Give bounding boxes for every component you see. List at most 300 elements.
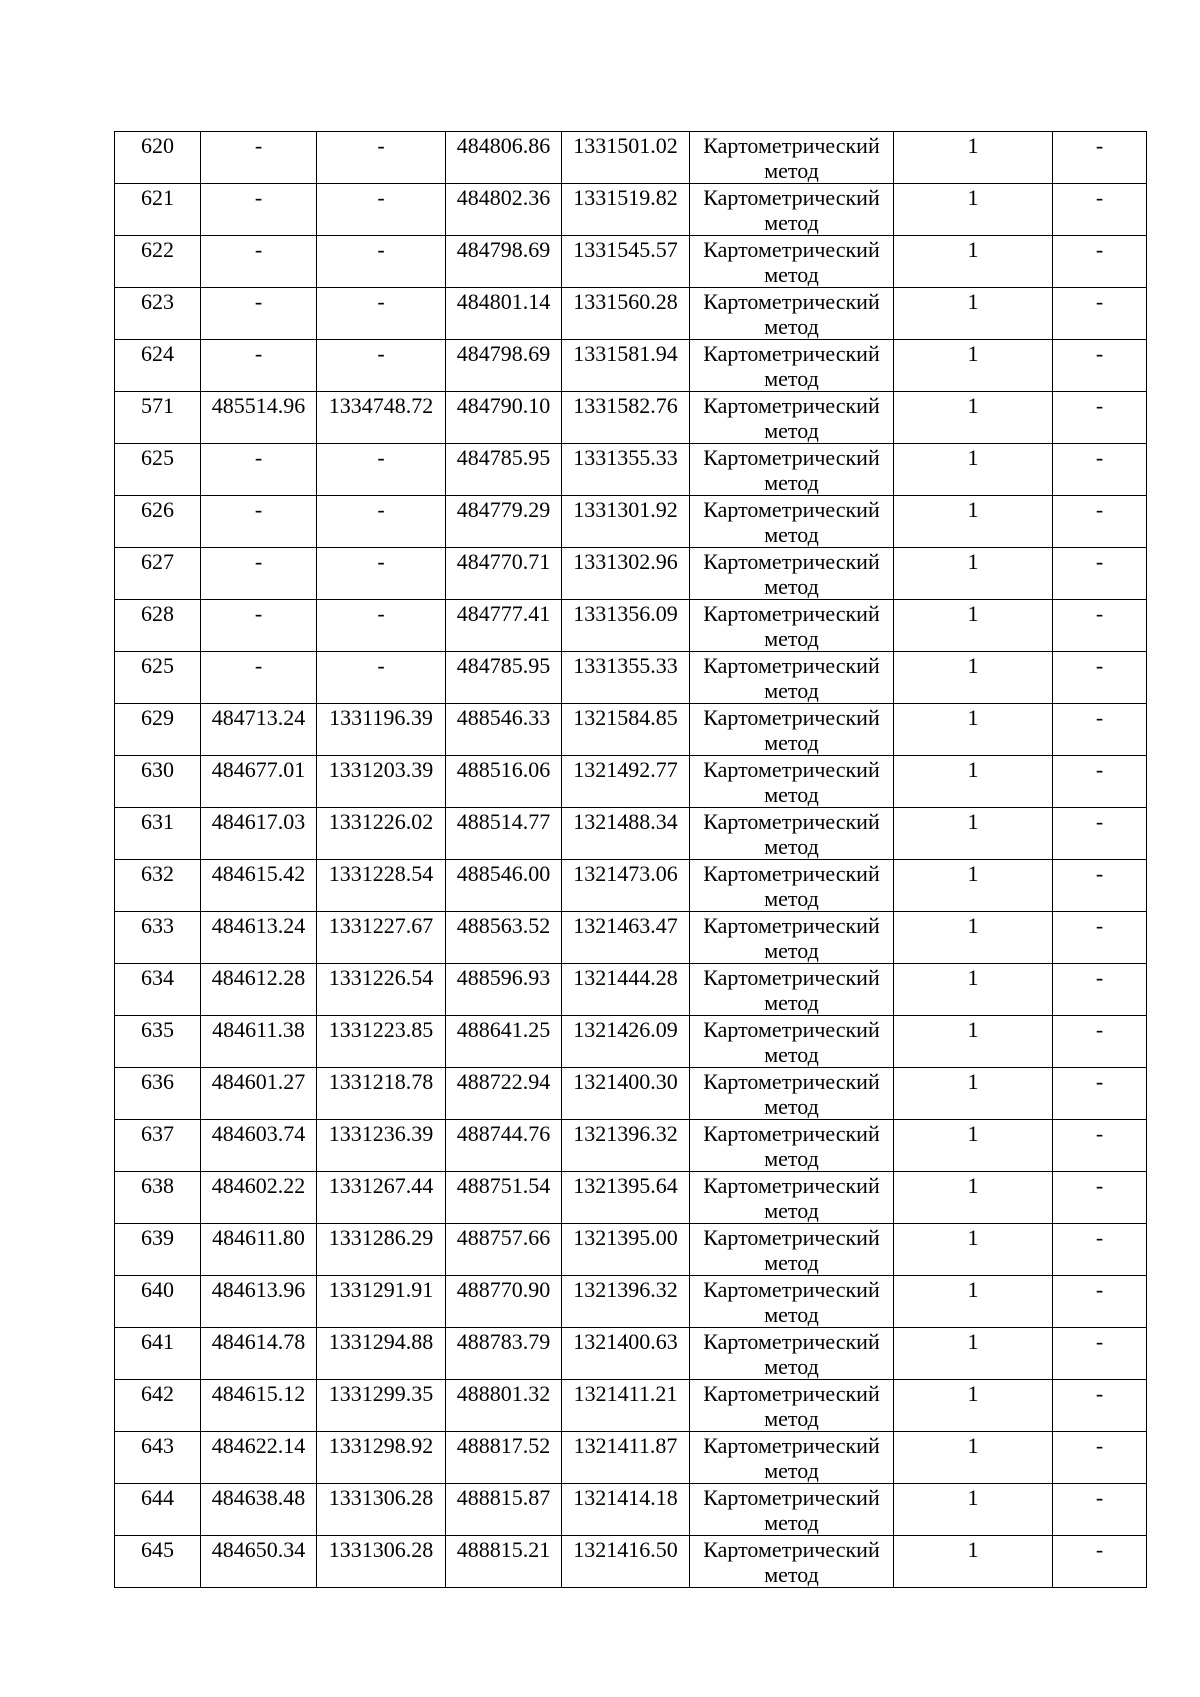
table-row bbox=[115, 912, 1147, 964]
old-y-cell bbox=[317, 1016, 446, 1068]
cell-text: - bbox=[254, 497, 263, 522]
old-x-cell bbox=[201, 236, 317, 288]
table-row bbox=[115, 600, 1147, 652]
table-row bbox=[115, 496, 1147, 548]
cell-text: Картометрический метод bbox=[703, 549, 880, 599]
cell-text: 1321463.47 bbox=[573, 913, 678, 938]
old-y-cell bbox=[317, 808, 446, 860]
new-x-cell bbox=[446, 808, 562, 860]
cell-text: 484603.74 bbox=[211, 1121, 306, 1146]
description-cell bbox=[1053, 184, 1147, 236]
old-y-cell bbox=[317, 1484, 446, 1536]
cell-text: 625 bbox=[141, 445, 174, 470]
cell-text: 626 bbox=[141, 497, 174, 522]
cell-text: 1321416.50 bbox=[573, 1537, 678, 1562]
cell-text: 633 bbox=[141, 913, 174, 938]
cell-text: 643 bbox=[141, 1433, 174, 1458]
table-row bbox=[115, 184, 1147, 236]
cell-text: 1331218.78 bbox=[328, 1069, 434, 1094]
accuracy-cell bbox=[894, 704, 1053, 756]
cell-text: - bbox=[254, 237, 263, 262]
old-x-cell bbox=[201, 756, 317, 808]
new-x-cell bbox=[446, 1328, 562, 1380]
cell-text: 1331203.39 bbox=[328, 757, 434, 782]
method-cell bbox=[690, 392, 894, 444]
new-x-cell bbox=[446, 964, 562, 1016]
new-x-cell bbox=[446, 1276, 562, 1328]
cell-text: 1321492.77 bbox=[573, 757, 678, 782]
cell-text: Картометрический метод bbox=[703, 1433, 880, 1483]
cell-text: 1 bbox=[967, 1173, 979, 1198]
table-row bbox=[115, 444, 1147, 496]
point-number-cell bbox=[115, 808, 201, 860]
cell-text: 484611.80 bbox=[212, 1225, 305, 1250]
point-number-cell bbox=[115, 1276, 201, 1328]
old-x-cell bbox=[201, 1432, 317, 1484]
cell-text: 1321488.34 bbox=[573, 809, 678, 834]
cell-text: 637 bbox=[141, 1121, 174, 1146]
cell-text: 620 bbox=[141, 133, 174, 158]
description-cell bbox=[1053, 912, 1147, 964]
description-cell bbox=[1053, 392, 1147, 444]
cell-text: 488722.94 bbox=[456, 1069, 551, 1094]
cell-text: 484613.24 bbox=[211, 913, 306, 938]
description-cell bbox=[1053, 288, 1147, 340]
cell-text: 645 bbox=[141, 1537, 174, 1562]
cell-text: 1 bbox=[967, 237, 979, 262]
cell-text: 1321396.32 bbox=[573, 1277, 678, 1302]
cell-text: - bbox=[377, 497, 385, 522]
cell-text: 641 bbox=[141, 1329, 174, 1354]
new-x-cell bbox=[446, 1432, 562, 1484]
cell-text: Картометрический метод bbox=[703, 341, 880, 391]
old-y-cell bbox=[317, 184, 446, 236]
point-number-cell bbox=[115, 1172, 201, 1224]
table-row bbox=[115, 1068, 1147, 1120]
table-row bbox=[115, 808, 1147, 860]
cell-text: 630 bbox=[141, 757, 174, 782]
description-cell bbox=[1053, 704, 1147, 756]
accuracy-cell bbox=[894, 1016, 1053, 1068]
old-x-cell bbox=[201, 184, 317, 236]
cell-text: 1321396.32 bbox=[573, 1121, 678, 1146]
new-y-cell bbox=[562, 184, 690, 236]
cell-text: 488783.79 bbox=[456, 1329, 551, 1354]
cell-text: 631 bbox=[141, 809, 174, 834]
cell-text: 1 bbox=[967, 1225, 979, 1250]
cell-text: 625 bbox=[141, 653, 174, 678]
cell-text: Картометрический метод bbox=[703, 1121, 880, 1171]
cell-text: 1331302.96 bbox=[573, 549, 678, 574]
old-x-cell bbox=[201, 288, 317, 340]
cell-text: 1331356.09 bbox=[573, 601, 678, 626]
old-x-cell bbox=[201, 392, 317, 444]
old-y-cell bbox=[317, 1432, 446, 1484]
accuracy-cell bbox=[894, 184, 1053, 236]
method-cell bbox=[690, 704, 894, 756]
cell-text: 1 bbox=[967, 1537, 979, 1562]
old-x-cell bbox=[201, 1068, 317, 1120]
description-cell bbox=[1053, 1172, 1147, 1224]
accuracy-cell bbox=[894, 288, 1053, 340]
cell-text: 636 bbox=[141, 1069, 174, 1094]
old-x-cell bbox=[201, 1224, 317, 1276]
table-row bbox=[115, 1328, 1147, 1380]
new-y-cell bbox=[562, 860, 690, 912]
old-y-cell bbox=[317, 132, 446, 184]
cell-text: - bbox=[1095, 1433, 1104, 1458]
new-y-cell bbox=[562, 1120, 690, 1172]
cell-text: - bbox=[1095, 653, 1104, 678]
cell-text: 484614.78 bbox=[211, 1329, 306, 1354]
cell-text: 488751.54 bbox=[456, 1173, 551, 1198]
cell-text: 1331355.33 bbox=[573, 445, 678, 470]
cell-text: 1 bbox=[967, 1381, 979, 1406]
table-row bbox=[115, 1536, 1147, 1588]
cell-text: 1 bbox=[967, 965, 979, 990]
cell-text: 485514.96 bbox=[211, 393, 306, 418]
point-number-cell bbox=[115, 1484, 201, 1536]
method-cell bbox=[690, 652, 894, 704]
cell-text: 1331236.39 bbox=[328, 1121, 434, 1146]
cell-text: 1321400.30 bbox=[573, 1069, 678, 1094]
accuracy-cell bbox=[894, 1380, 1053, 1432]
cell-text: 628 bbox=[141, 601, 174, 626]
table-row bbox=[115, 860, 1147, 912]
description-cell bbox=[1053, 1120, 1147, 1172]
cell-text: 1331298.92 bbox=[328, 1433, 434, 1458]
new-x-cell bbox=[446, 652, 562, 704]
cell-text: 484713.24 bbox=[211, 705, 306, 730]
cell-text: - bbox=[1095, 1381, 1104, 1406]
point-number-cell bbox=[115, 184, 201, 236]
cell-text: Картометрический метод bbox=[703, 1069, 880, 1119]
accuracy-cell bbox=[894, 652, 1053, 704]
method-cell bbox=[690, 444, 894, 496]
cell-text: Картометрический метод bbox=[703, 861, 880, 911]
method-cell bbox=[690, 496, 894, 548]
old-y-cell bbox=[317, 548, 446, 600]
cell-text: - bbox=[1095, 705, 1104, 730]
point-number-cell bbox=[115, 1224, 201, 1276]
cell-text: 1 bbox=[967, 1433, 979, 1458]
method-cell bbox=[690, 236, 894, 288]
cell-text: Картометрический метод bbox=[703, 1225, 880, 1275]
new-y-cell bbox=[562, 600, 690, 652]
cell-text: - bbox=[1095, 809, 1104, 834]
cell-text: - bbox=[1095, 1225, 1104, 1250]
old-x-cell bbox=[201, 1016, 317, 1068]
description-cell bbox=[1053, 1328, 1147, 1380]
old-y-cell bbox=[317, 1172, 446, 1224]
point-number-cell bbox=[115, 132, 201, 184]
accuracy-cell bbox=[894, 1328, 1053, 1380]
old-x-cell bbox=[201, 652, 317, 704]
table-row bbox=[115, 1172, 1147, 1224]
cell-text: - bbox=[1095, 393, 1104, 418]
cell-text: Картометрический метод bbox=[703, 393, 880, 443]
cell-text: - bbox=[1095, 133, 1104, 158]
method-cell bbox=[690, 1276, 894, 1328]
method-cell bbox=[690, 808, 894, 860]
cell-text: - bbox=[254, 445, 263, 470]
cell-text: 1321414.18 bbox=[573, 1485, 678, 1510]
old-y-cell bbox=[317, 1120, 446, 1172]
old-y-cell bbox=[317, 1328, 446, 1380]
cell-text: 1331196.39 bbox=[329, 705, 433, 730]
cell-text: 629 bbox=[141, 705, 174, 730]
new-y-cell bbox=[562, 1484, 690, 1536]
cell-text: 484615.42 bbox=[211, 861, 306, 886]
cell-text: 1 bbox=[967, 549, 979, 574]
accuracy-cell bbox=[894, 548, 1053, 600]
old-y-cell bbox=[317, 1536, 446, 1588]
cell-text: 1321411.87 bbox=[573, 1433, 678, 1458]
table-row bbox=[115, 548, 1147, 600]
cell-text: 484602.22 bbox=[211, 1173, 306, 1198]
new-x-cell bbox=[446, 756, 562, 808]
method-cell bbox=[690, 288, 894, 340]
cell-text: 1331519.82 bbox=[573, 185, 678, 210]
old-x-cell bbox=[201, 912, 317, 964]
new-y-cell bbox=[562, 1068, 690, 1120]
cell-text: Картометрический метод bbox=[703, 1329, 880, 1379]
cell-text: 488815.21 bbox=[456, 1537, 551, 1562]
old-x-cell bbox=[201, 1276, 317, 1328]
point-number-cell bbox=[115, 288, 201, 340]
method-cell bbox=[690, 1484, 894, 1536]
accuracy-cell bbox=[894, 496, 1053, 548]
table-row bbox=[115, 1276, 1147, 1328]
accuracy-cell bbox=[894, 1120, 1053, 1172]
table-row bbox=[115, 340, 1147, 392]
cell-text: Картометрический метод bbox=[703, 185, 880, 235]
cell-text: 1331291.91 bbox=[328, 1277, 434, 1302]
cell-text: 484612.28 bbox=[211, 965, 306, 990]
point-number-cell bbox=[115, 1328, 201, 1380]
cell-text: 484677.01 bbox=[211, 757, 306, 782]
accuracy-cell bbox=[894, 1224, 1053, 1276]
new-y-cell bbox=[562, 808, 690, 860]
description-cell bbox=[1053, 964, 1147, 1016]
cell-text: - bbox=[1095, 1173, 1104, 1198]
cell-text: 1 bbox=[967, 1485, 979, 1510]
cell-text: - bbox=[377, 185, 385, 210]
old-y-cell bbox=[317, 444, 446, 496]
cell-text: - bbox=[254, 549, 263, 574]
method-cell bbox=[690, 600, 894, 652]
cell-text: 488815.87 bbox=[456, 1485, 551, 1510]
description-cell bbox=[1053, 236, 1147, 288]
cell-text: 488546.00 bbox=[456, 861, 551, 886]
cell-text: - bbox=[254, 133, 263, 158]
method-cell bbox=[690, 860, 894, 912]
cell-text: Картометрический метод bbox=[703, 1277, 880, 1327]
new-y-cell bbox=[562, 912, 690, 964]
cell-text: Картометрический метод bbox=[703, 133, 880, 183]
cell-text: 1331501.02 bbox=[573, 133, 678, 158]
cell-text: 1331227.67 bbox=[328, 913, 434, 938]
old-x-cell bbox=[201, 1328, 317, 1380]
cell-text: - bbox=[1095, 1485, 1104, 1510]
old-y-cell bbox=[317, 1276, 446, 1328]
cell-text: 484777.41 bbox=[456, 601, 551, 626]
new-y-cell bbox=[562, 340, 690, 392]
table-row bbox=[115, 1016, 1147, 1068]
cell-text: 484798.69 bbox=[456, 341, 551, 366]
point-number-cell bbox=[115, 1432, 201, 1484]
cell-text: - bbox=[1095, 1277, 1104, 1302]
new-x-cell bbox=[446, 1172, 562, 1224]
cell-text: 1 bbox=[967, 653, 979, 678]
cell-text: - bbox=[1095, 497, 1104, 522]
method-cell bbox=[690, 1172, 894, 1224]
old-y-cell bbox=[317, 600, 446, 652]
cell-text: - bbox=[377, 445, 385, 470]
cell-text: Картометрический метод bbox=[703, 237, 880, 287]
accuracy-cell bbox=[894, 1484, 1053, 1536]
cell-text: 1331226.02 bbox=[328, 809, 434, 834]
cell-text: 1331286.29 bbox=[328, 1225, 434, 1250]
description-cell bbox=[1053, 1016, 1147, 1068]
method-cell bbox=[690, 1224, 894, 1276]
cell-text: 1 bbox=[967, 809, 979, 834]
new-x-cell bbox=[446, 132, 562, 184]
old-x-cell bbox=[201, 1484, 317, 1536]
new-y-cell bbox=[562, 236, 690, 288]
cell-text: - bbox=[1095, 1329, 1104, 1354]
point-number-cell bbox=[115, 1380, 201, 1432]
new-x-cell bbox=[446, 1016, 562, 1068]
cell-text: 488514.77 bbox=[456, 809, 551, 834]
accuracy-cell bbox=[894, 912, 1053, 964]
cell-text: 1 bbox=[967, 1277, 979, 1302]
cell-text: 484611.38 bbox=[212, 1017, 305, 1042]
table-row bbox=[115, 392, 1147, 444]
old-y-cell bbox=[317, 912, 446, 964]
point-number-cell bbox=[115, 392, 201, 444]
description-cell bbox=[1053, 756, 1147, 808]
cell-text: 1321411.21 bbox=[573, 1381, 678, 1406]
table-row bbox=[115, 1120, 1147, 1172]
cell-text: 1331560.28 bbox=[573, 289, 678, 314]
new-x-cell bbox=[446, 444, 562, 496]
cell-text: 484622.14 bbox=[211, 1433, 306, 1458]
new-x-cell bbox=[446, 1484, 562, 1536]
cell-text: 1334748.72 bbox=[328, 393, 434, 418]
cell-text: - bbox=[377, 133, 385, 158]
cell-text: Картометрический метод bbox=[703, 653, 880, 703]
cell-text: - bbox=[1095, 1121, 1104, 1146]
method-cell bbox=[690, 1380, 894, 1432]
table-row bbox=[115, 236, 1147, 288]
cell-text: - bbox=[1095, 445, 1104, 470]
cell-text: 484613.96 bbox=[211, 1277, 306, 1302]
cell-text: - bbox=[377, 549, 385, 574]
old-x-cell bbox=[201, 808, 317, 860]
description-cell bbox=[1053, 1276, 1147, 1328]
description-cell bbox=[1053, 1224, 1147, 1276]
cell-text: 484617.03 bbox=[211, 809, 306, 834]
cell-text: 1321426.09 bbox=[573, 1017, 678, 1042]
point-number-cell bbox=[115, 860, 201, 912]
description-cell bbox=[1053, 1536, 1147, 1588]
method-cell bbox=[690, 548, 894, 600]
method-cell bbox=[690, 756, 894, 808]
cell-text: 1331581.94 bbox=[573, 341, 678, 366]
cell-text: 488817.52 bbox=[456, 1433, 551, 1458]
new-x-cell bbox=[446, 1380, 562, 1432]
cell-text: - bbox=[1095, 549, 1104, 574]
cell-text: 488596.93 bbox=[456, 965, 551, 990]
cell-text: 1321444.28 bbox=[573, 965, 678, 990]
cell-text: 1 bbox=[967, 341, 979, 366]
accuracy-cell bbox=[894, 236, 1053, 288]
accuracy-cell bbox=[894, 1536, 1053, 1588]
cell-text: 1331306.28 bbox=[328, 1537, 434, 1562]
description-cell bbox=[1053, 340, 1147, 392]
cell-text: 1321400.63 bbox=[573, 1329, 678, 1354]
cell-text: - bbox=[377, 237, 385, 262]
cell-text: 1331299.35 bbox=[328, 1381, 434, 1406]
cell-text: - bbox=[254, 341, 263, 366]
table-row bbox=[115, 132, 1147, 184]
description-cell bbox=[1053, 652, 1147, 704]
cell-text: 1331301.92 bbox=[573, 497, 678, 522]
cell-text: - bbox=[254, 289, 263, 314]
cell-text: 1 bbox=[967, 289, 979, 314]
cell-text: 488757.66 bbox=[456, 1225, 551, 1250]
description-cell bbox=[1053, 132, 1147, 184]
cell-text: 1331355.33 bbox=[573, 653, 678, 678]
accuracy-cell bbox=[894, 340, 1053, 392]
accuracy-cell bbox=[894, 392, 1053, 444]
old-x-cell bbox=[201, 132, 317, 184]
point-number-cell bbox=[115, 912, 201, 964]
cell-text: 1 bbox=[967, 1017, 979, 1042]
cell-text: 1 bbox=[967, 861, 979, 886]
cell-text: 623 bbox=[141, 289, 174, 314]
cell-text: 1331306.28 bbox=[328, 1485, 434, 1510]
cell-text: 1331545.57 bbox=[573, 237, 678, 262]
description-cell bbox=[1053, 1432, 1147, 1484]
old-y-cell bbox=[317, 340, 446, 392]
point-number-cell bbox=[115, 756, 201, 808]
cell-text: - bbox=[1095, 1017, 1104, 1042]
new-y-cell bbox=[562, 444, 690, 496]
old-y-cell bbox=[317, 860, 446, 912]
cell-text: 632 bbox=[141, 861, 174, 886]
cell-text: - bbox=[254, 601, 263, 626]
old-y-cell bbox=[317, 236, 446, 288]
cell-text: Картометрический метод bbox=[703, 965, 880, 1015]
table-body bbox=[115, 132, 1147, 1588]
description-cell bbox=[1053, 600, 1147, 652]
old-x-cell bbox=[201, 1380, 317, 1432]
new-y-cell bbox=[562, 652, 690, 704]
cell-text: Картометрический метод bbox=[703, 809, 880, 859]
cell-text: 488744.76 bbox=[456, 1121, 551, 1146]
old-y-cell bbox=[317, 1380, 446, 1432]
method-cell bbox=[690, 1536, 894, 1588]
cell-text: Картометрический метод bbox=[703, 757, 880, 807]
point-number-cell bbox=[115, 600, 201, 652]
cell-text: 638 bbox=[141, 1173, 174, 1198]
old-x-cell bbox=[201, 1172, 317, 1224]
new-y-cell bbox=[562, 964, 690, 1016]
cell-text: Картометрический метод bbox=[703, 497, 880, 547]
cell-text: - bbox=[1095, 341, 1104, 366]
